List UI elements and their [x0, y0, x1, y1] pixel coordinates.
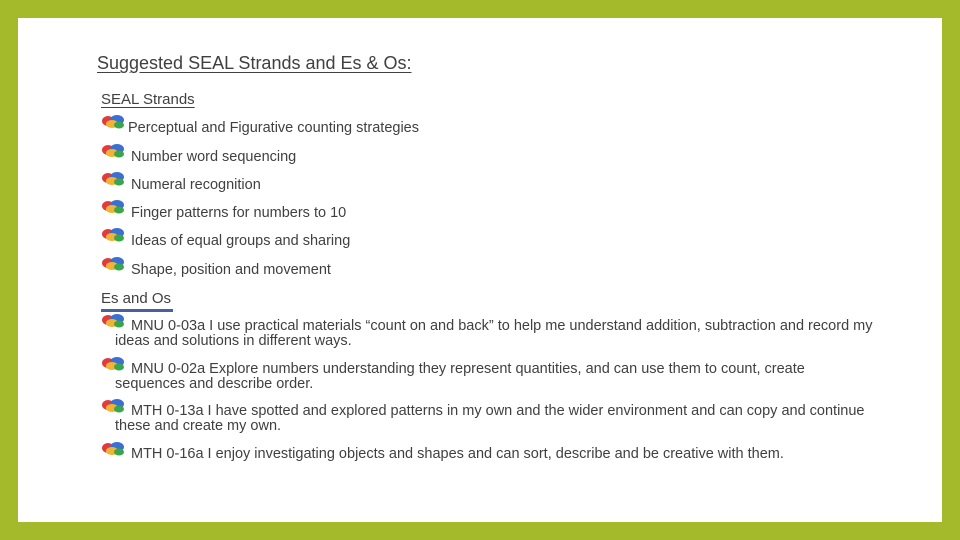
colorful-shapes-icon — [101, 227, 125, 243]
outcome-text: MTH 0-16a I enjoy investigating objects and shapes and can sort, describe and be creative with them. — [131, 446, 784, 462]
list-item — [115, 362, 875, 392]
colorful-shapes-icon — [101, 441, 125, 457]
slide — [18, 18, 942, 522]
outcome-text: MNU 0-02a Explore numbers understanding they represent quantities, and can use them to count, create sequences and describe order. — [115, 361, 805, 392]
colorful-shapes-icon — [101, 313, 125, 329]
list-item — [115, 447, 875, 462]
strand-text: Perceptual and Figurative counting strategies — [128, 120, 419, 136]
colorful-shapes-icon — [101, 256, 125, 272]
strand-text: Ideas of equal groups and sharing — [131, 233, 351, 249]
strand-text: Finger patterns for numbers to 10 — [131, 205, 347, 221]
list-item — [115, 404, 875, 434]
colorful-shapes-icon — [101, 143, 125, 159]
strand-text: Shape, position and movement — [131, 262, 331, 278]
outcome-text: MTH 0-13a I have spotted and explored patterns in my own and the wider environment and can copy and continue these and create my own. — [115, 403, 865, 434]
strands-heading: SEAL Strands — [101, 91, 195, 108]
strand-text: Numeral recognition — [131, 177, 261, 193]
list-item — [115, 319, 875, 349]
eo-heading — [101, 290, 171, 307]
colorful-shapes-icon — [101, 114, 125, 130]
colorful-shapes-icon — [101, 356, 125, 372]
colorful-shapes-icon — [101, 398, 125, 414]
strand-text: Number word sequencing — [131, 149, 297, 165]
eo-heading-text: Es and Os — [101, 290, 172, 307]
outcome-text: MNU 0-03a I use practical materials “count on and back” to help me understand addition, subtraction and record my ideas and solutions in different ways. — [115, 318, 873, 349]
colorful-shapes-icon — [101, 199, 125, 215]
colorful-shapes-icon — [101, 171, 125, 187]
heading-underline — [101, 309, 173, 312]
slide-title: Suggested SEAL Strands and Es & Os: — [97, 53, 412, 73]
